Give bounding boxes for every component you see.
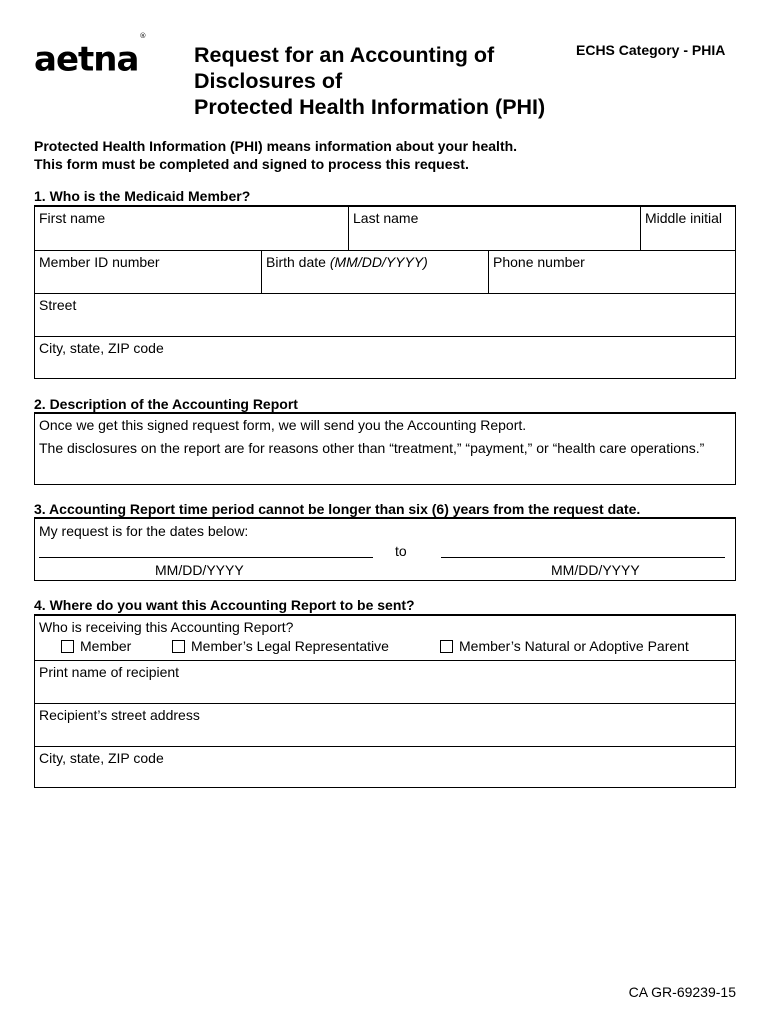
birth-date-format: (MM/DD/YYYY) <box>329 254 428 270</box>
intro-line-2: This form must be completed and signed to process this request. <box>34 156 469 172</box>
title-line-1: Request for an Accounting of <box>194 43 495 67</box>
recipient-street-label: Recipient’s street address <box>39 707 200 723</box>
street-label: Street <box>39 297 77 313</box>
from-date-line[interactable] <box>39 557 373 558</box>
to-date-line[interactable] <box>441 557 725 558</box>
registered-mark: ® <box>139 32 147 40</box>
member-id-label: Member ID number <box>39 254 160 270</box>
phone-label: Phone number <box>493 254 585 270</box>
from-date-format: MM/DD/YYYY <box>155 562 244 578</box>
intro-line-1: Protected Health Information (PHI) means information about your health. <box>34 138 518 154</box>
city-row <box>35 337 735 379</box>
logo-text: aetna <box>34 39 139 80</box>
form-code: CA GR-69239-15 <box>628 984 736 1000</box>
birth-date-label: Birth date <box>266 254 330 270</box>
recipient-type-field <box>35 616 735 660</box>
title-line-2: Disclosures of <box>194 69 343 93</box>
option-legal-representative[interactable] <box>172 638 389 655</box>
recipient-street-field[interactable] <box>35 704 735 746</box>
member-id-field[interactable] <box>35 251 262 293</box>
first-name-field[interactable] <box>35 207 349 250</box>
section-2-heading: 2. Description of the Accounting Report <box>34 396 298 412</box>
time-period-box <box>34 517 736 581</box>
id-row <box>35 251 735 294</box>
checkbox-legal-representative[interactable] <box>172 640 185 653</box>
name-row <box>35 207 735 251</box>
section-3-heading: 3. Accounting Report time period cannot be longer than six (6) years from the request date. <box>34 501 641 517</box>
city-state-zip-label: City, state, ZIP code <box>39 340 164 356</box>
recipient-city-label: City, state, ZIP code <box>39 750 164 766</box>
street-row <box>35 294 735 337</box>
recipient-question: Who is receiving this Accounting Report? <box>39 619 294 635</box>
street-field[interactable] <box>35 294 735 336</box>
recipient-type-row <box>35 616 735 661</box>
birth-date-field[interactable] <box>262 251 489 293</box>
phone-field[interactable] <box>489 251 735 293</box>
description-para-2: The disclosures on the report are for reasons other than “treatment,” “payment,” or “health care operations.” <box>39 440 705 456</box>
recipient-city-row <box>35 747 735 788</box>
last-name-label: Last name <box>353 210 419 226</box>
section-4-heading: 4. Where do you want this Accounting Report to be sent? <box>34 597 415 613</box>
city-state-zip-field[interactable] <box>35 337 735 379</box>
recipient-box <box>34 614 736 788</box>
form-title <box>194 42 574 120</box>
first-name-label: First name <box>39 210 106 226</box>
member-info-box <box>34 205 736 379</box>
aetna-logo <box>34 32 147 80</box>
option-parent[interactable] <box>440 638 689 655</box>
section-1-heading: 1. Who is the Medicaid Member? <box>34 188 251 204</box>
intro-text <box>34 137 517 173</box>
request-dates-text: My request is for the dates below: <box>39 523 249 539</box>
echs-category: ECHS Category - PHIA <box>576 42 726 58</box>
checkbox-member[interactable] <box>61 640 74 653</box>
option-legal-representative-label: Member’s Legal Representative <box>191 638 389 654</box>
to-text: to <box>395 543 407 559</box>
option-member-label: Member <box>80 638 132 654</box>
recipient-name-field[interactable] <box>35 661 735 703</box>
checkbox-parent[interactable] <box>440 640 453 653</box>
recipient-name-label: Print name of recipient <box>39 664 180 680</box>
description-box <box>34 412 736 485</box>
option-member[interactable] <box>61 638 131 655</box>
recipient-city-field[interactable] <box>35 747 735 788</box>
description-para-1: Once we get this signed request form, we will send you the Accounting Report. <box>39 417 527 433</box>
to-date-format: MM/DD/YYYY <box>551 562 640 578</box>
title-line-3: Protected Health Information (PHI) <box>194 95 546 119</box>
middle-initial-field[interactable] <box>641 207 735 250</box>
last-name-field[interactable] <box>349 207 641 250</box>
recipient-street-row <box>35 704 735 747</box>
option-parent-label: Member’s Natural or Adoptive Parent <box>459 638 689 654</box>
middle-initial-label: Middle initial <box>645 210 723 226</box>
recipient-name-row <box>35 661 735 704</box>
